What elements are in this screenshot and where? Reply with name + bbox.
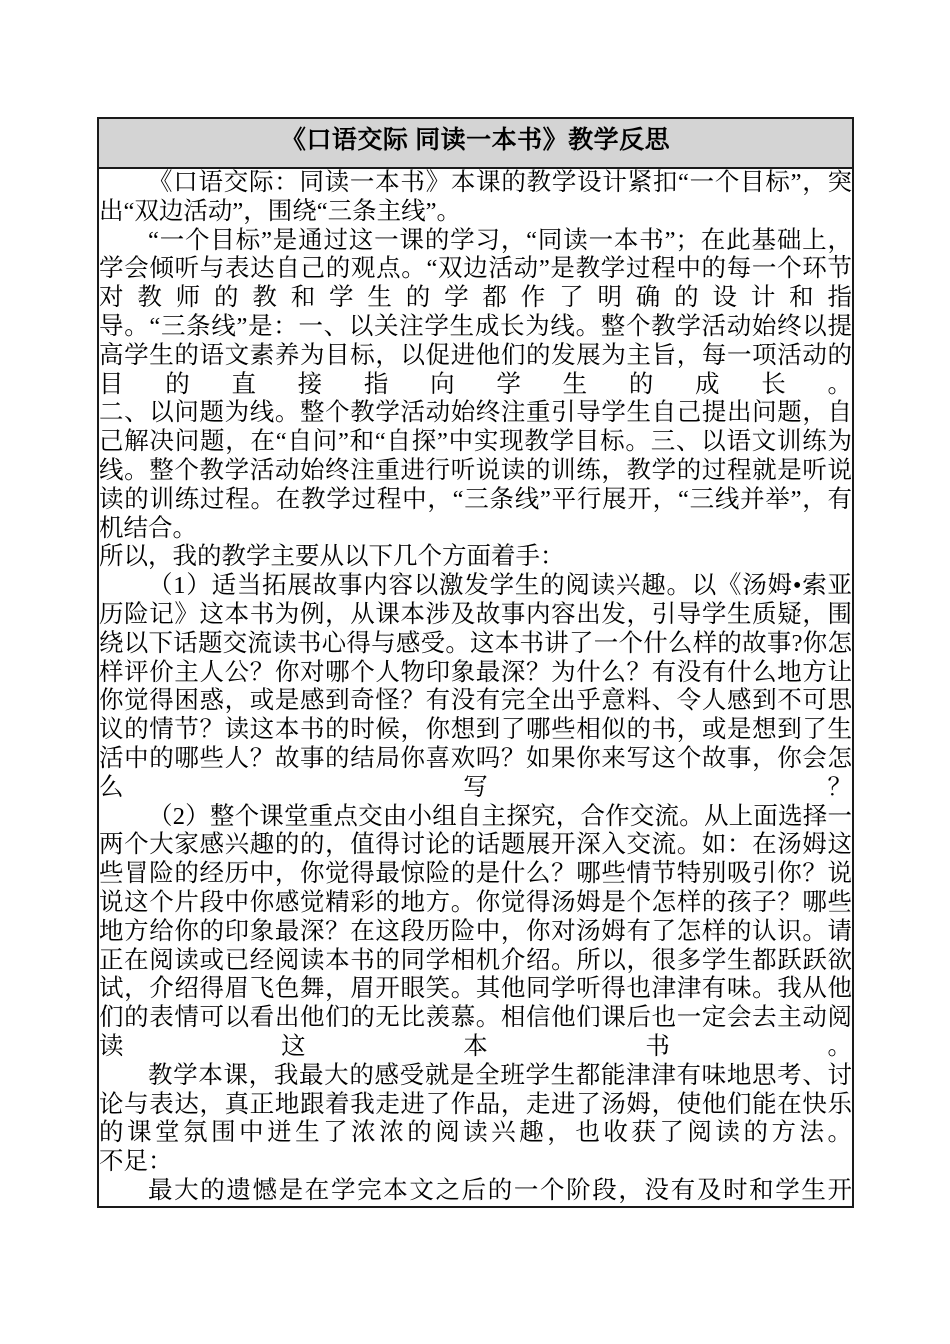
paragraph-3: 所以，我的教学主要从以下几个方面着手：: [99, 543, 565, 571]
page-title: 《口语交际 同读一本书》教学反思: [280, 127, 671, 154]
paragraph-2c: 二、以问题为线。整个教学活动始终注重引导学生自己提出问题，自己解决问题，在“自问”和“自探”中实现教学目标。三、以语文训练为线。整个教学活动始终注重进行听说读的训练，教学的过程就是听说读的训练过程。在教学过程中，“三条线”平行展开，“三线并举”，有机结合。: [99, 399, 852, 542]
paragraph-2a: “一个目标”是通过这一课的学习，“同读一本书”；在此基础上，学会倾听与表达自己的观点。“双边活动”是教学过程中的每一个环节对教师的教和学生的学都作了明确的设计和指: [99, 226, 852, 312]
paragraph-6: 教学本课，我最大的感受就是全班学生都能津津有味地思考、讨论与表达，真正地跟着我走进了作品，走进了汤姆，使他们能在快乐的课堂氛围中迸生了浓浓的阅读兴趣，也收获了阅读的方法。: [99, 1061, 852, 1147]
document-body: [99, 169, 852, 1206]
paragraph-7: 不足：: [99, 1148, 173, 1176]
paragraph-4: （1）适当拓展故事内容以激发学生的阅读兴趣。以《汤姆•索亚历险记》这本书为例，从课本涉及故事内容出发，引导学生质疑，围绕以下话题交流读书心得与感受。这本书讲了一个什么样的故事?你怎样评价主人公？你对哪个人物印象最深？为什么？有没有什么地方让你觉得困惑，或是感到奇怪？有没有完全出乎意料、令人感到不可思议的情节？读这本书的时候，你想到了哪些相似的书，或是想到了生活中的哪些人？故事的结局你喜欢吗？如果你来写这个故事，你会怎么写？: [99, 572, 852, 801]
title-cell: [98, 118, 853, 168]
paragraph-5: （2）整个课堂重点交由小组自主探究，合作交流。从上面选择一两个大家感兴趣的的，值得讨论的话题展开深入交流。如：在汤姆这些冒险的经历中，你觉得最惊险的是什么？哪些情节特别吸引你？说说这个片段中你感觉精彩的地方。你觉得汤姆是个怎样的孩子？哪些地方给你的印象最深？在这段历险中，你对汤姆有了怎样的认识。请正在阅读或已经阅读本书的同学相机介绍。所以，很多学生都跃跃欲试，介绍得眉飞色舞，眉开眼笑。其他同学听得也津津有味。我从他们的表情可以看出他们的无比羡慕。相信他们课后也一定会去主动阅读这本书。: [99, 802, 852, 1060]
title-row: [98, 118, 853, 168]
body-cell: [98, 168, 853, 1207]
document-table: [97, 117, 854, 1208]
body-row: [98, 168, 853, 1207]
paragraph-2b: 导。“三条线”是：一、以关注学生成长为线。整个教学活动始终以提高学生的语文素养为目标，以促进他们的发展为主旨，每一项活动的目的直接指向学生的成长。: [99, 312, 852, 398]
paragraph-1: 《口语交际：同读一本书》本课的教学设计紧扣“一个目标”，突出“双边活动”，围绕“三条主线”。: [99, 169, 852, 225]
paragraph-8: 最大的遗憾是在学完本文之后的一个阶段，没有及时和学生开: [148, 1176, 852, 1204]
